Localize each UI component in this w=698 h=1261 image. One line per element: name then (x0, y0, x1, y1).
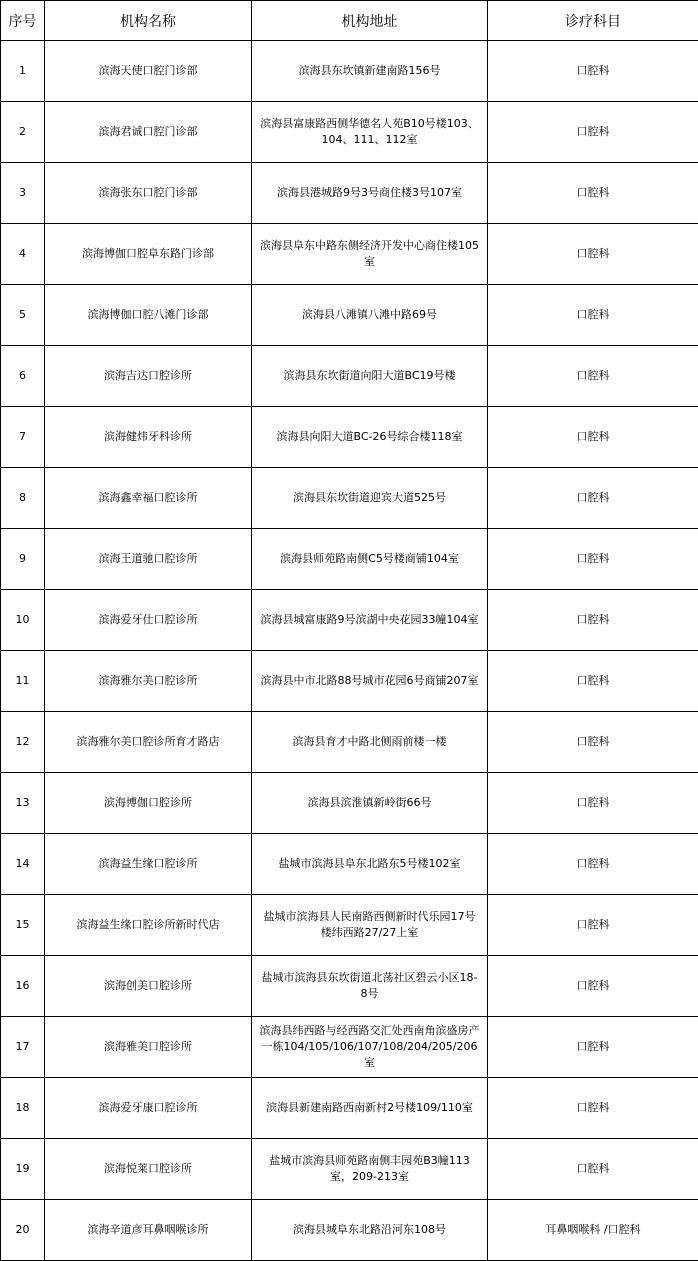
cell-address (252, 224, 488, 285)
cell-name: 滨海博伽口腔八滩门诊部 (45, 285, 252, 346)
cell-address (252, 468, 488, 529)
address-text: 滨海县纬西路与经西路交汇处西南角滨盛房产一栋104/105/106/107/108/204/205/206室 (259, 1024, 480, 1069)
cell-name: 滨海张东口腔门诊部 (45, 163, 252, 224)
cell-address (252, 1200, 488, 1261)
cell-no: 10 (1, 590, 45, 651)
cell-department: 口腔科 (488, 224, 698, 285)
cell-no: 16 (1, 956, 45, 1017)
header-address: 机构地址 (252, 1, 488, 41)
header-no: 序号 (1, 1, 45, 41)
cell-department: 口腔科 (488, 163, 698, 224)
cell-name: 滨海创美口腔诊所 (45, 956, 252, 1017)
cell-address (252, 773, 488, 834)
cell-no: 12 (1, 712, 45, 773)
cell-department: 口腔科 (488, 1139, 698, 1200)
cell-no: 14 (1, 834, 45, 895)
cell-address (252, 590, 488, 651)
address-text: 滨海县向阳大道BC-26号综合楼118室 (276, 430, 463, 443)
address-text: 滨海县八滩镇八滩中路69号 (302, 308, 437, 321)
cell-department: 口腔科 (488, 956, 698, 1017)
cell-no: 4 (1, 224, 45, 285)
cell-address (252, 1139, 488, 1200)
cell-department: 口腔科 (488, 1078, 698, 1139)
table-row (1, 41, 698, 102)
cell-department: 口腔科 (488, 834, 698, 895)
cell-address (252, 529, 488, 590)
cell-no: 20 (1, 1200, 45, 1261)
cell-address (252, 41, 488, 102)
address-text: 滨海县阜东中路东侧经济开发中心商住楼105室 (260, 239, 479, 268)
cell-no: 15 (1, 895, 45, 956)
address-text: 滨海县富康路西侧华德名人苑B10号楼103、104、111、112室 (260, 117, 479, 146)
table-row (1, 102, 698, 163)
table-row (1, 529, 698, 590)
cell-department: 口腔科 (488, 102, 698, 163)
cell-name: 滨海鑫幸福口腔诊所 (45, 468, 252, 529)
table-row (1, 224, 698, 285)
cell-name: 滨海雅尔美口腔诊所 (45, 651, 252, 712)
cell-name: 滨海雅美口腔诊所 (45, 1017, 252, 1078)
address-text: 滨海县新建南路西南新村2号楼109/110室 (266, 1101, 473, 1114)
cell-name: 滨海益生缘口腔诊所新时代店 (45, 895, 252, 956)
cell-no: 1 (1, 41, 45, 102)
cell-no: 19 (1, 1139, 45, 1200)
cell-no: 18 (1, 1078, 45, 1139)
cell-department: 口腔科 (488, 41, 698, 102)
cell-no: 6 (1, 346, 45, 407)
cell-no: 7 (1, 407, 45, 468)
address-text: 盐城市滨海县师苑路南侧丰园苑B3幢113室，209-213室 (269, 1154, 470, 1183)
table-row (1, 956, 698, 1017)
cell-address (252, 1017, 488, 1078)
table-row (1, 1139, 698, 1200)
cell-department: 口腔科 (488, 773, 698, 834)
table-row (1, 468, 698, 529)
cell-department: 口腔科 (488, 468, 698, 529)
cell-name: 滨海爱牙仕口腔诊所 (45, 590, 252, 651)
cell-no: 11 (1, 651, 45, 712)
header-row (1, 1, 698, 41)
cell-no: 5 (1, 285, 45, 346)
cell-name: 滨海吉达口腔诊所 (45, 346, 252, 407)
cell-name: 滨海雅尔美口腔诊所育才路店 (45, 712, 252, 773)
cell-department: 口腔科 (488, 712, 698, 773)
table-row (1, 163, 698, 224)
address-text: 滨海县东坎镇新建南路156号 (298, 64, 441, 77)
cell-no: 8 (1, 468, 45, 529)
table-row (1, 285, 698, 346)
table-body (1, 41, 698, 1261)
cell-no: 13 (1, 773, 45, 834)
address-text: 滨海县滨淮镇新岭街66号 (307, 796, 432, 809)
table-header (1, 1, 698, 41)
address-text: 滨海县师苑路南侧C5号楼商铺104室 (280, 552, 459, 565)
cell-name: 滨海辛道彦耳鼻咽喉诊所 (45, 1200, 252, 1261)
table-row (1, 1017, 698, 1078)
table-row (1, 1200, 698, 1261)
cell-address (252, 163, 488, 224)
cell-department: 口腔科 (488, 529, 698, 590)
cell-name: 滨海王道驰口腔诊所 (45, 529, 252, 590)
cell-address (252, 834, 488, 895)
table-row (1, 834, 698, 895)
table-row (1, 1078, 698, 1139)
address-text: 滨海县港城路9号3号商住楼3号107室 (277, 186, 462, 199)
cell-address (252, 1078, 488, 1139)
cell-name: 滨海天使口腔门诊部 (45, 41, 252, 102)
address-text: 盐城市滨海县阜东北路东5号楼102室 (278, 857, 461, 870)
cell-name: 滨海爱牙康口腔诊所 (45, 1078, 252, 1139)
cell-department: 口腔科 (488, 590, 698, 651)
cell-address (252, 712, 488, 773)
cell-no: 17 (1, 1017, 45, 1078)
table-row (1, 895, 698, 956)
cell-department: 耳鼻咽喉科 /口腔科 (488, 1200, 698, 1261)
cell-address (252, 956, 488, 1017)
cell-department: 口腔科 (488, 346, 698, 407)
cell-name: 滨海悦莱口腔诊所 (45, 1139, 252, 1200)
address-text: 盐城市滨海县东坎街道北荡社区碧云小区18-8号 (261, 971, 478, 1000)
address-text: 滨海县城阜东北路沿河东108号 (293, 1223, 446, 1236)
cell-address (252, 895, 488, 956)
address-text: 滨海县中市北路88号城市花园6号商铺207室 (260, 674, 479, 687)
cell-address (252, 346, 488, 407)
address-text: 滨海县育才中路北侧雨前楼一楼 (292, 735, 447, 748)
table-row (1, 773, 698, 834)
cell-no: 9 (1, 529, 45, 590)
cell-name: 滨海益生缘口腔诊所 (45, 834, 252, 895)
cell-name: 滨海君诚口腔门诊部 (45, 102, 252, 163)
header-name: 机构名称 (45, 1, 252, 41)
table-row (1, 651, 698, 712)
cell-department: 口腔科 (488, 407, 698, 468)
cell-name: 滨海博伽口腔诊所 (45, 773, 252, 834)
address-text: 滨海县东坎街道迎宾大道525号 (293, 491, 446, 504)
cell-department: 口腔科 (488, 285, 698, 346)
cell-department: 口腔科 (488, 895, 698, 956)
table-row (1, 346, 698, 407)
cell-address (252, 102, 488, 163)
cell-no: 2 (1, 102, 45, 163)
address-text: 滨海县东坎街道向阳大道BC19号楼 (283, 369, 456, 382)
cell-name: 滨海博伽口腔阜东路门诊部 (45, 224, 252, 285)
cell-address (252, 407, 488, 468)
address-text: 滨海县城富康路9号滨湖中央花园33幢104室 (260, 613, 479, 626)
cell-no: 3 (1, 163, 45, 224)
cell-name: 滨海健炜牙科诊所 (45, 407, 252, 468)
cell-address (252, 651, 488, 712)
cell-department: 口腔科 (488, 1017, 698, 1078)
address-text: 盐城市滨海县人民南路西侧新时代乐园17号楼纬西路27/27上室 (263, 910, 476, 939)
cell-address (252, 285, 488, 346)
table-row (1, 712, 698, 773)
cell-department: 口腔科 (488, 651, 698, 712)
header-department: 诊疗科目 (488, 1, 698, 41)
table-row (1, 407, 698, 468)
table-row (1, 590, 698, 651)
